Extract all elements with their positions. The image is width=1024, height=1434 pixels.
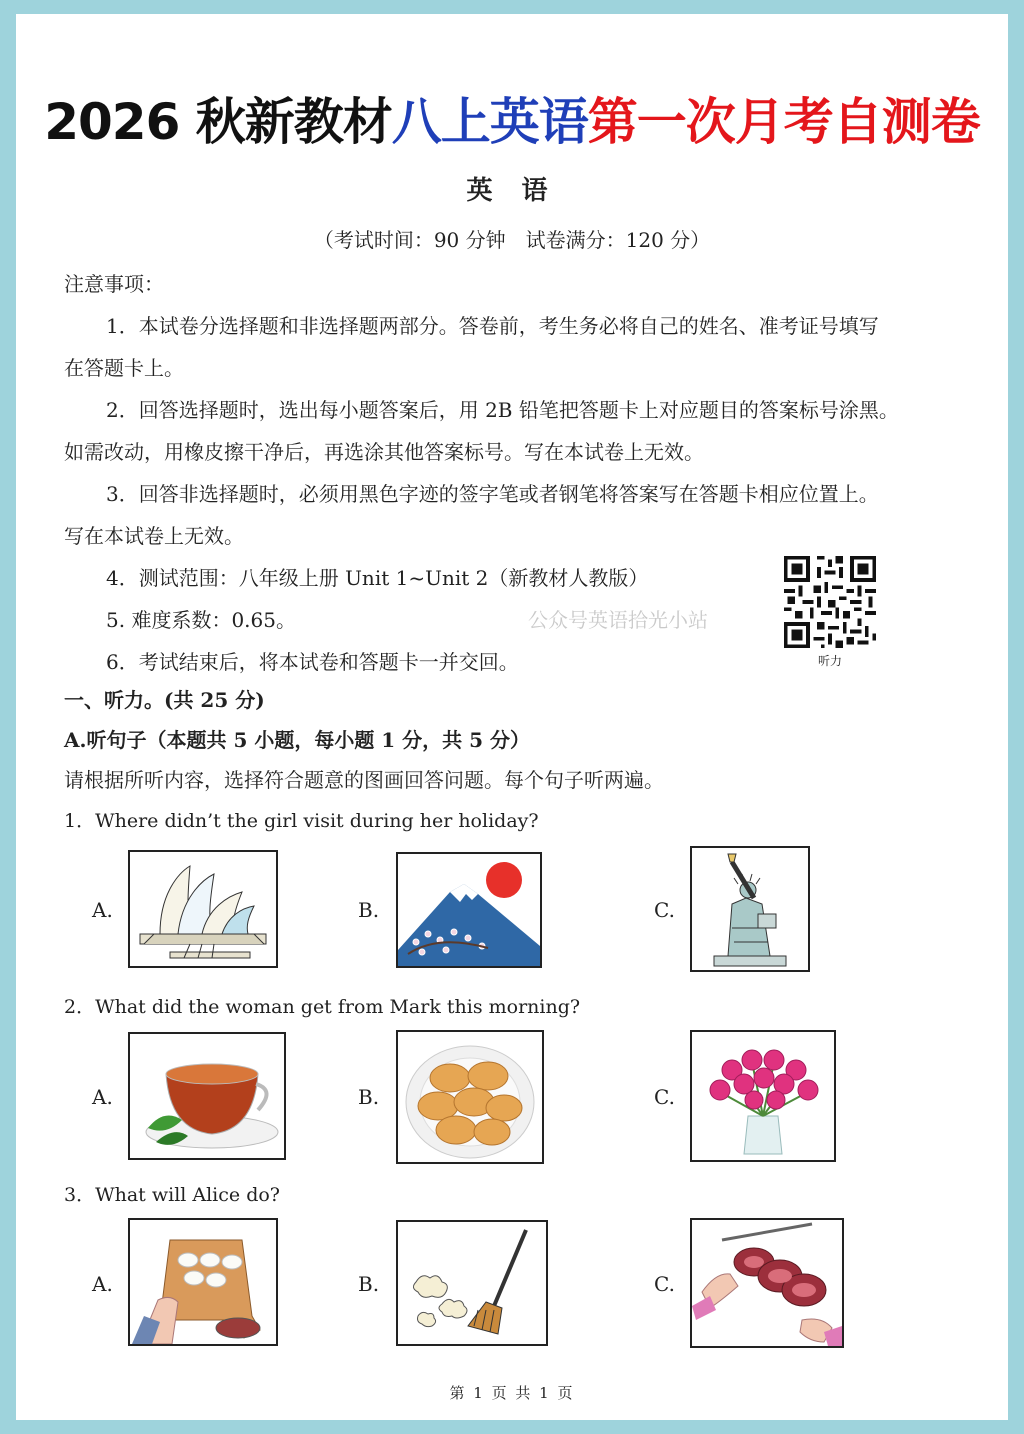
notice-item-6: 6．考试结束后，将本试卷和答题卡一并交回。 <box>106 650 519 674</box>
notice-item-1a: 1．本试卷分选择题和非选择题两部分。答卷前，考生务必将自己的姓名、准考证号填写 <box>106 314 879 338</box>
part-a-text: A.听句子（本题共 5 小题，每小题 1 分，共 5 分） <box>64 728 531 752</box>
q3-option-b-label: B. <box>358 1272 380 1296</box>
q3-option-c-label: C. <box>654 1272 675 1296</box>
q1-option-c-label: C. <box>654 898 675 922</box>
q2-option-c-label: C. <box>654 1085 675 1109</box>
qr-caption: 听力 <box>817 654 842 668</box>
question-1-text: 1．Where didn’t the girl visit during her holiday? <box>64 810 539 832</box>
tea-cup-icon[interactable] <box>128 1032 286 1160</box>
question-3-text: 3．What will Alice do? <box>64 1184 280 1206</box>
page-footer: 第 1 页 共 1 页 <box>449 1384 575 1402</box>
title-part-1: 2026 秋新教材 <box>44 93 392 151</box>
notice-item-2b: 如需改动，用橡皮擦干净后，再选涂其他答案标号。写在本试卷上无效。 <box>64 440 704 464</box>
section-heading: 一、听力。(共 25 分) <box>64 688 265 712</box>
q3-option-a-label: A. <box>92 1272 113 1296</box>
part-a-instruction: 请根据所听内容，选择符合题意的图画回答问题。每个句子听两遍。 <box>64 768 664 792</box>
roses-icon[interactable] <box>690 1030 836 1162</box>
cutting-meat-icon[interactable] <box>690 1218 844 1348</box>
subject-heading: 英 语 <box>466 176 558 206</box>
watermark: 公众号英语拾光小站 <box>528 608 708 632</box>
title-part-3: 第一次月考自测卷 <box>587 93 980 151</box>
q2-option-a-label: A. <box>92 1085 113 1109</box>
q1-option-a-label: A. <box>92 898 113 922</box>
part-a-heading <box>64 724 530 753</box>
notice-item-1b: 在答题卡上。 <box>64 356 184 380</box>
notice-item-3b: 写在本试卷上无效。 <box>64 524 244 548</box>
exam-info: （考试时间：90 分钟 试卷满分：120 分） <box>313 228 711 252</box>
notice-heading: 注意事项： <box>64 272 164 296</box>
q2-option-b-label: B. <box>358 1085 380 1109</box>
cookies-icon[interactable] <box>396 1030 544 1164</box>
dumplings-icon[interactable] <box>128 1218 278 1346</box>
question-2-text: 2．What did the woman get from Mark this morning? <box>64 996 581 1018</box>
exam-title <box>0 82 1024 154</box>
notice-item-3a: 3．回答非选择题时，必须用黑色字迹的签字笔或者钢笔将答案写在答题卡相应位置上。 <box>106 482 879 506</box>
notice-item-4: 4．测试范围：八年级上册 Unit 1~Unit 2（新教材人教版） <box>106 566 649 590</box>
title-part-2: 八上英语 <box>391 93 588 151</box>
q1-option-b-label: B. <box>358 898 380 922</box>
opera-house-icon[interactable] <box>128 850 278 968</box>
broom-sweeping-icon[interactable] <box>396 1220 548 1346</box>
notice-item-2a: 2．回答选择题时，选出每小题答案后，用 2B 铅笔把答题卡上对应题目的答案标号涂黑。 <box>106 398 899 422</box>
notice-item-5: 5. 难度系数：0.65。 <box>106 608 296 632</box>
statue-of-liberty-icon[interactable] <box>690 846 810 972</box>
mount-fuji-icon[interactable] <box>396 852 542 968</box>
qr-code-icon[interactable] <box>782 556 878 648</box>
